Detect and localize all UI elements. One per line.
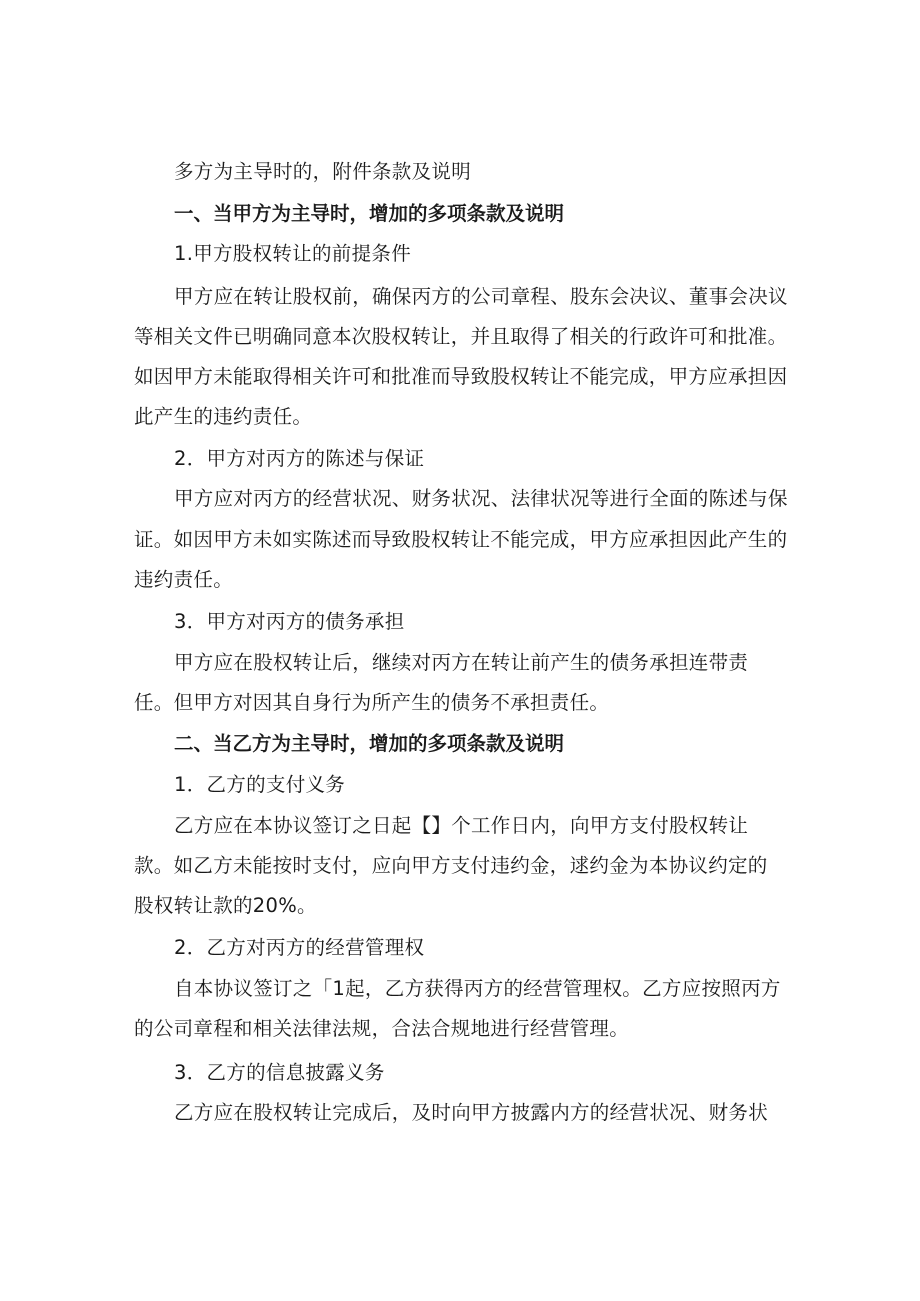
section2-item1-title: 1．乙方的支付义务: [174, 773, 346, 796]
section1-item1-line2: 等相关文件已明确同意本次股权转让，并且取得了相关的行政许可和批准。: [134, 325, 788, 348]
section1-item1-line4: 此产生的违约责任。: [134, 405, 313, 428]
section1-item1-title: 1.甲方股权转让的前提条件: [174, 242, 412, 265]
section1-item1-line3: 如因甲方未能取得相关许可和批准而导致股权转让不能完成，甲方应承担因: [134, 365, 788, 388]
intro-text: 多方为主导时的，附件条款及说明: [174, 160, 472, 183]
section1-item3-line1: 甲方应在股权转让后，继续对丙方在转让前产生的债务承担连带责: [174, 651, 749, 674]
section2-item2-line1: 自本协议签订之「1起，乙方获得丙方的经营管理权。乙方应按照丙方: [174, 977, 781, 1000]
section2-item2-title: 2．乙方对丙方的经营管理权: [174, 936, 425, 959]
section2-item3-line1: 乙方应在股权转让完成后，及时向甲方披露内方的经营状况、财务状: [174, 1101, 769, 1124]
section2-item1-line1: 乙方应在本协议签订之日起【】个工作日内，向甲方支付股权转让: [174, 814, 749, 837]
section1-item3-title: 3．甲方对丙方的债务承担: [174, 610, 405, 633]
section1-item2-title: 2．甲方对丙方的陈述与保证: [174, 447, 425, 470]
section2-item3-title: 3．乙方的信息披露义务: [174, 1061, 385, 1084]
section2-item1-line3: 股权转让款的20%。: [134, 894, 317, 917]
section1-item2-line2: 证。如因甲方未如实陈述而导致股权转让不能完成，甲方应承担因此产生的: [134, 528, 788, 551]
section2-item1-line2: 款。如乙方未能按时支付，应向甲方支付违约金，逑约金为本协议约定的: [134, 854, 768, 877]
section2-heading: 二、当乙方为主导时，增加的多项条款及说明: [174, 732, 565, 755]
section1-item3-line2: 任。但甲方对因其自身行为所产生的债务不承担责任。: [134, 691, 610, 714]
section1-item2-line3: 违约责任。: [134, 568, 234, 591]
section1-item1-line1: 甲方应在转让股权前，确保丙方的公司章程、股东会决议、董事会决议: [174, 285, 788, 308]
section2-item2-line2: 的公司章程和相关法律法规，合法合规地进行经营管理。: [134, 1017, 630, 1040]
section1-heading: 一、当甲方为主导时，增加的多项条款及说明: [174, 202, 565, 225]
section1-item2-line1: 甲方应对丙方的经营状况、财务状况、法律状况等进行全面的陈述与保: [174, 487, 788, 510]
